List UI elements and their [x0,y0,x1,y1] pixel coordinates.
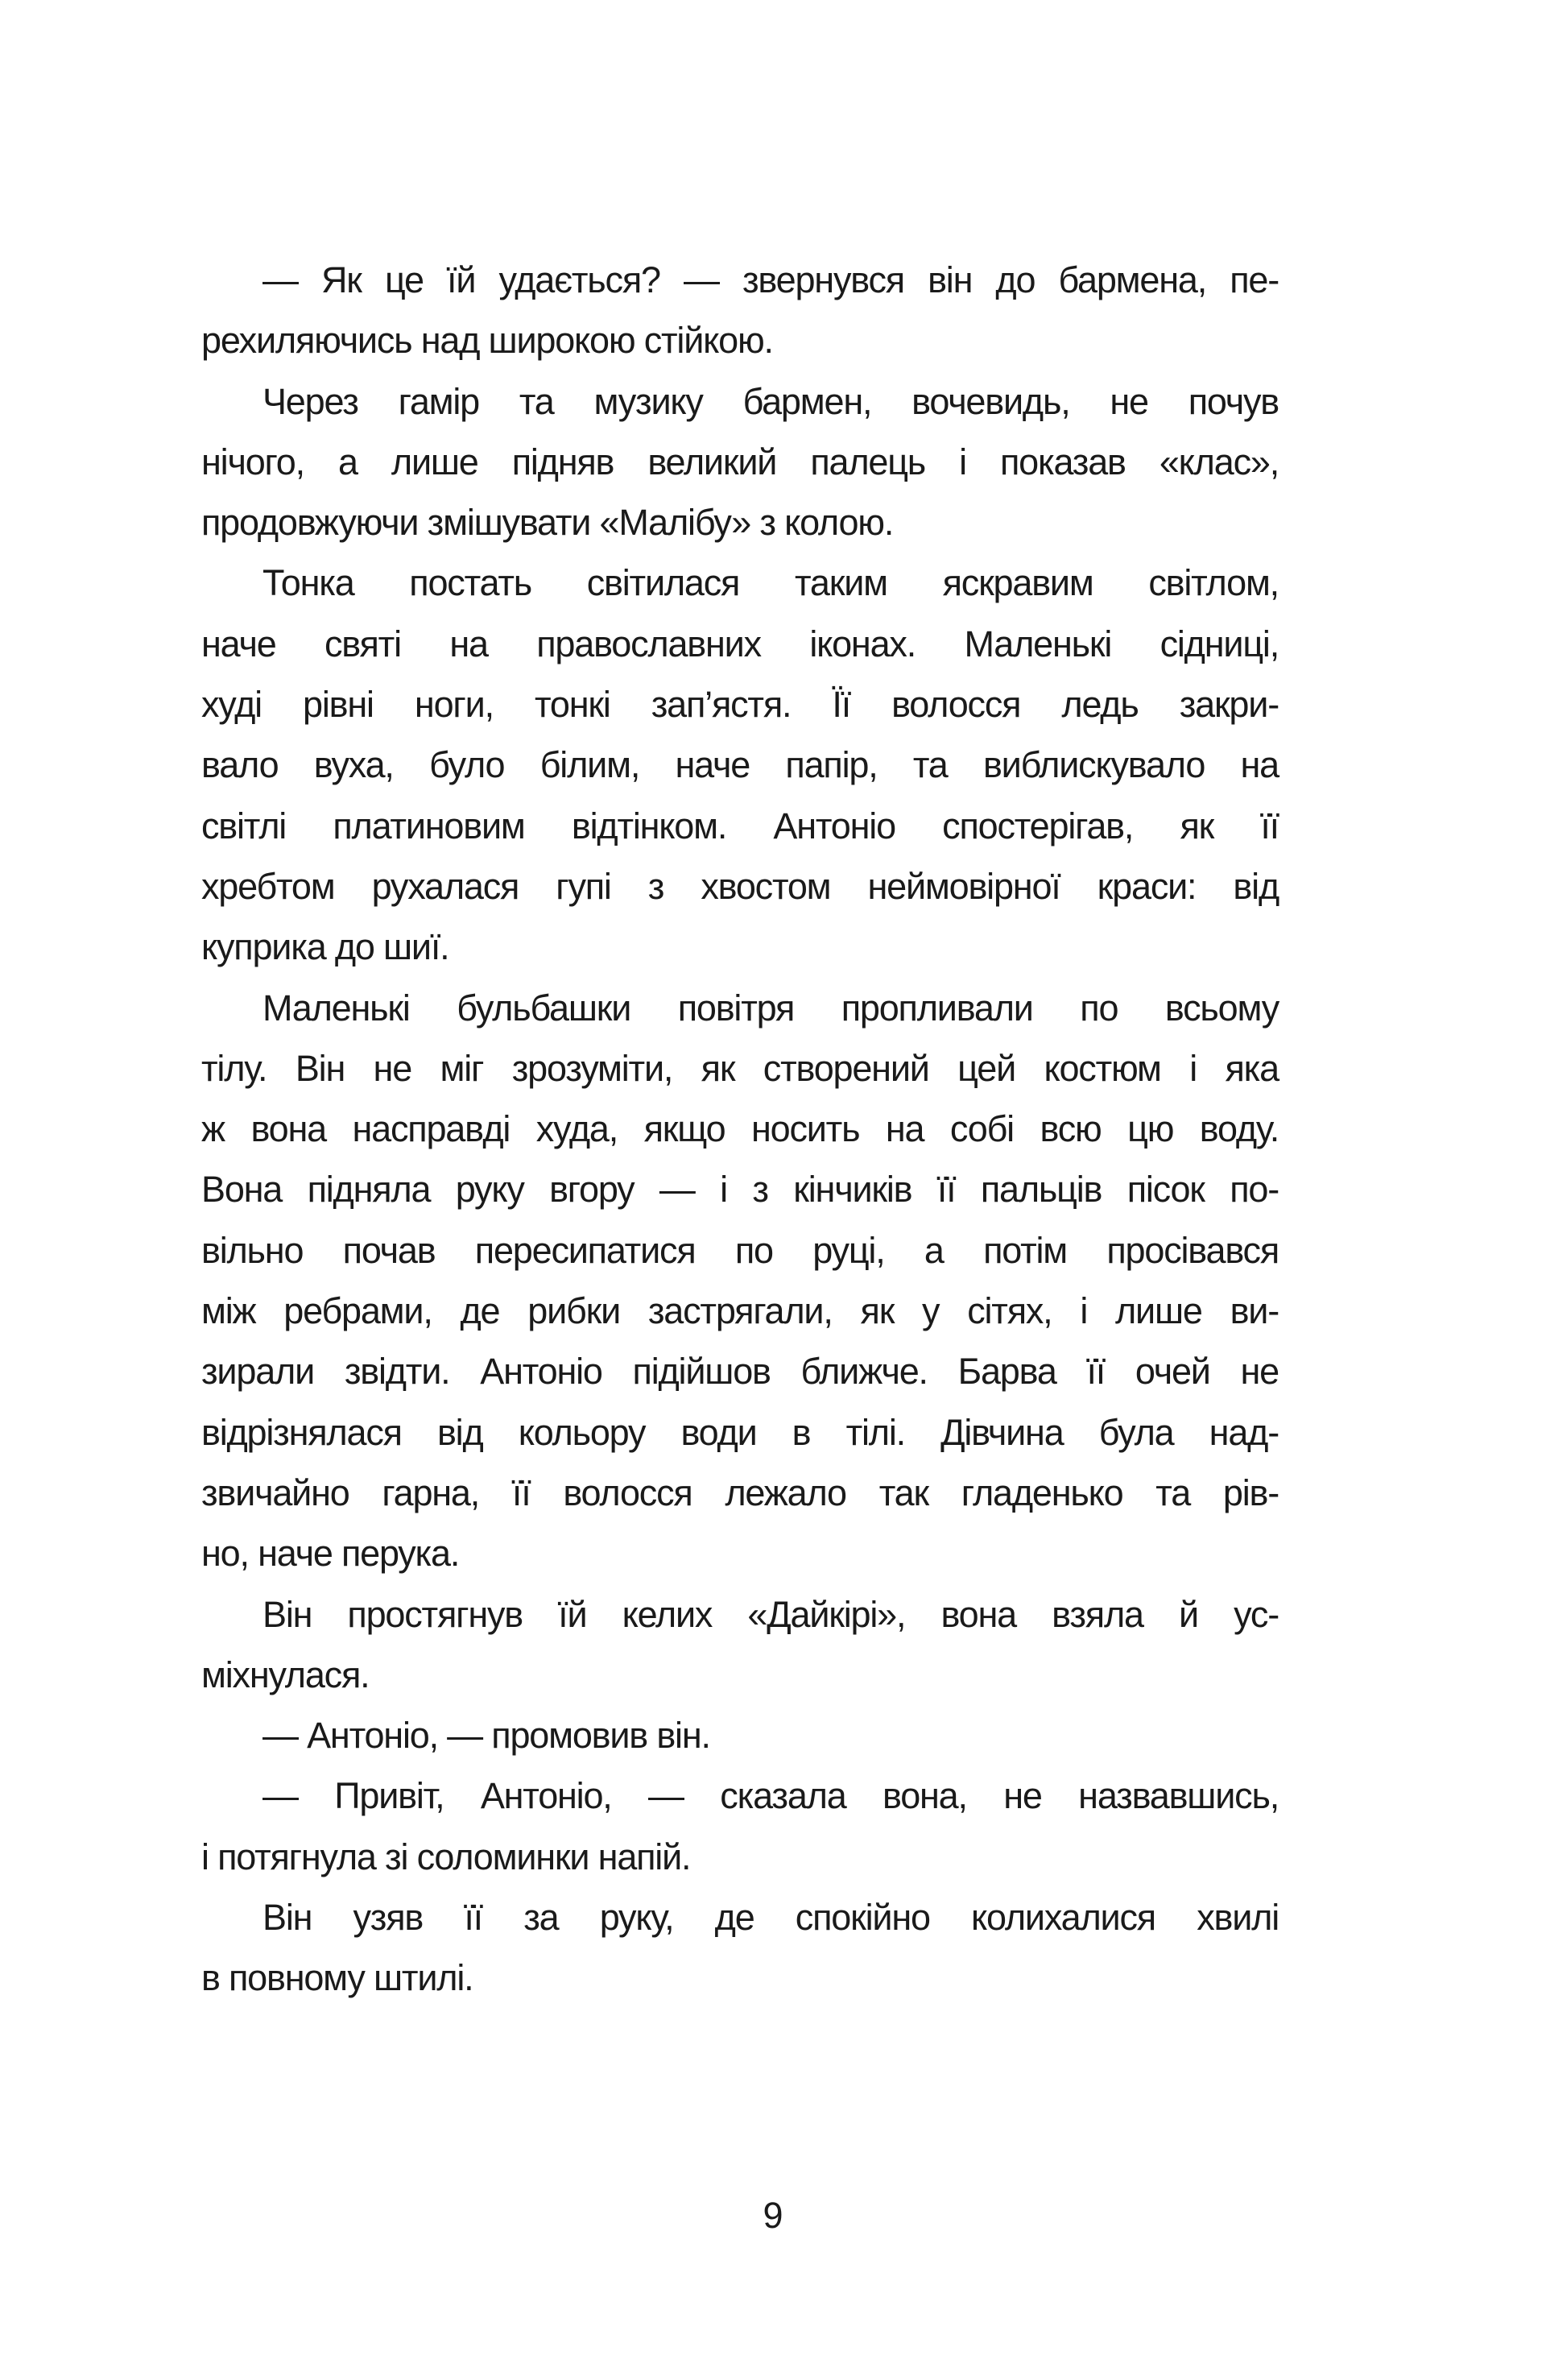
text-line: Він простягнув їй келих «Дайкірі», вона взяла й ус- [262,1593,1279,1635]
text-line: Вона підняла руку вгору — і з кінчиків її пальців пісок по- [201,1169,1279,1211]
text-line: зирали звідти. Антоніо підійшов ближче. Барва її очей не [201,1351,1279,1393]
text-line: наче святі на православних іконах. Маленькі сідниці, [201,623,1279,664]
text-line: продовжуючи змішувати «Малібу» з колою. [201,502,894,544]
text-line: куприка до шиї. [201,926,449,968]
text-line: худі рівні ноги, тонкі зап’ястя. Її волосся ледь закри- [201,684,1279,726]
text-line: Тонка постать світилася таким яскравим світлом, [262,562,1279,604]
text-line: відрізнялася від кольору води в тілі. Дівчина була над- [201,1411,1279,1453]
text-line: Він узяв її за руку, де спокійно колихалися хвилі [262,1897,1279,1939]
body-text [201,250,1279,2009]
text-line: — Привіт, Антоніо, — сказала вона, не назвавшись, [262,1775,1279,1817]
text-line: Через гамір та музику бармен, вочевидь, не почув [262,380,1279,422]
text-line: — Антоніо, — промовив він. [262,1715,710,1757]
text-line: Маленькі бульбашки повітря пропливали по всьому [262,987,1279,1029]
text-line: рехиляючись над широкою стійкою. [201,320,773,362]
text-line: між ребрами, де рибки застрягали, як у сітях, і лише ви- [201,1290,1279,1332]
text-line: нічого, а лише підняв великий палець і показав «клас», [201,441,1279,482]
text-line: — Як це їй удається? — звернувся він до бармена, пе- [262,259,1279,300]
page-number: 9 [763,2195,783,2236]
text-line: міхнулася. [201,1654,370,1695]
text-line: світлі платиновим відтінком. Антоніо спостерігав, як її [201,805,1279,846]
text-line: в повному штилі. [201,1957,473,1999]
text-line: хребтом рухалася гупі з хвостом неймовірної краси: від [201,865,1279,907]
text-line: звичайно гарна, її волосся лежало так гладенько та рів- [201,1471,1279,1513]
text-line: і потягнула зі соломинки напій. [201,1836,691,1877]
text-line: тілу. Він не міг зрозуміти, як створений цей костюм і яка [201,1047,1279,1089]
text-line: но, наче перука. [201,1533,460,1575]
text-line: вало вуха, було білим, наче папір, та виблискувало на [201,744,1279,786]
text-line: вільно почав пересипатися по руці, а потім просівався [201,1229,1279,1271]
text-line: ж вона насправді худа, якщо носить на собі всю цю воду. [201,1108,1279,1150]
